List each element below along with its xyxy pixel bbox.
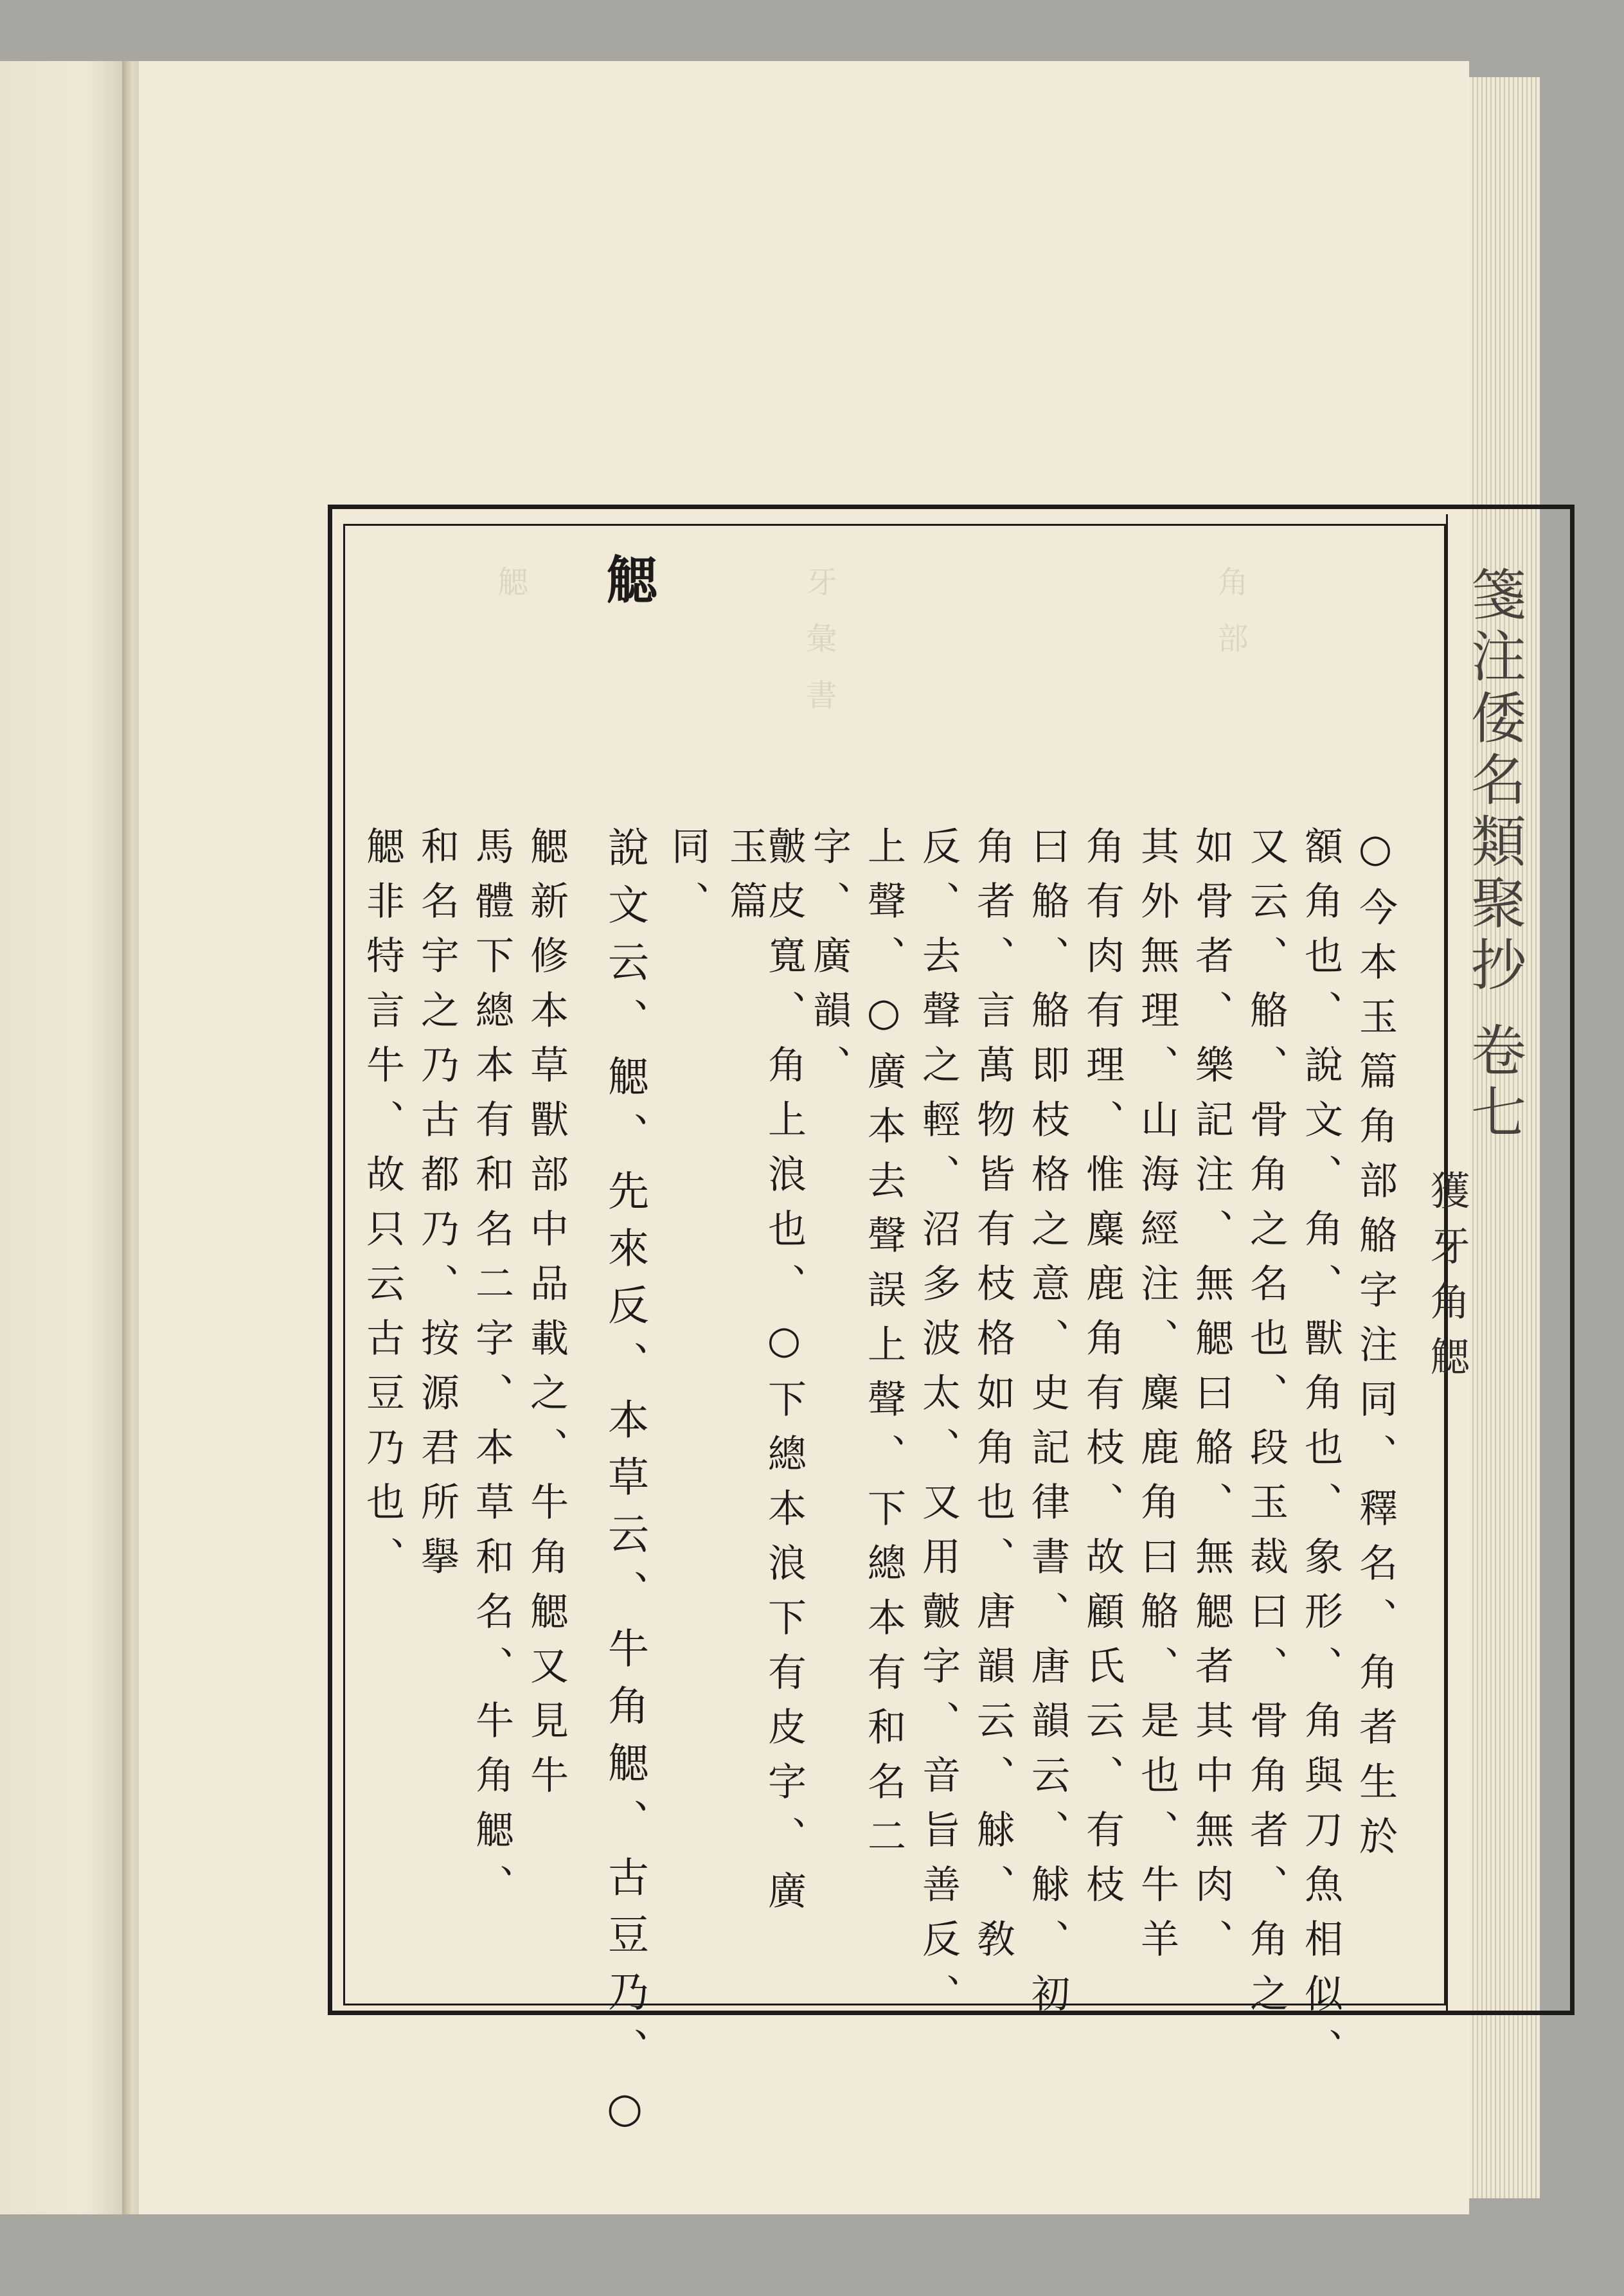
text-column: 又云、觡、骨角之名也、段玉裁曰、骨角者、角之: [1244, 826, 1289, 2028]
text-column: 曰觡、觡即枝格之意、史記律書、唐韻云、觩、初: [1025, 826, 1070, 2028]
text-column: 同、: [665, 826, 710, 935]
book-title: 箋注倭名類聚抄 卷七: [1461, 566, 1526, 1145]
text-column: 字、廣韻、: [807, 826, 852, 1099]
text-column: 反、去聲之輕、沼多波太、又用皾字、音旨善反、: [916, 826, 961, 2028]
text-column: 額角也、說文、角、獸角也、象形、角與刀魚相似、: [1298, 826, 1343, 2083]
text-column: 䚡新修本草獸部中品載之、牛角䚡又見牛: [524, 826, 569, 1809]
text-column: 如骨者、樂記注、無䚡曰觡、無䚡者其中無肉、: [1189, 826, 1234, 1973]
bleed-through-text: 牙彙書: [801, 566, 837, 735]
entry-heading: 䚡: [598, 553, 658, 604]
text-column: 皾皮寬、角上浪也、○下總本浪下有皮字、廣: [762, 826, 807, 1925]
bleed-through-text: 䚡: [492, 566, 528, 622]
text-column: ○今本玉篇角部觡字注同、釋名、角者生於: [1353, 826, 1398, 1870]
text-column: 䚡非特言牛、故只云古豆乃也、: [360, 826, 405, 1591]
bleed-through-text: 角部: [1212, 566, 1248, 679]
text-column: 角有肉有理、惟麋鹿角有枝、故顧氏云、有枝: [1080, 826, 1125, 1919]
text-column: 上聲、○廣本去聲誤上聲、下總本有和名二: [861, 826, 906, 1870]
section-title: 獲牙角䚡: [1423, 1170, 1470, 1391]
text-column: 玉篇: [723, 826, 768, 935]
left-page: [0, 61, 122, 2214]
text-column: 馬體下總本有和名二字、本草和名、牛角䚡、: [469, 826, 514, 1919]
text-column: 其外無理、山海經注、麋鹿角曰觡、是也、牛羊: [1134, 826, 1179, 1973]
book-gutter: [122, 61, 139, 2214]
text-column: 和名宇之乃古都乃、按源君所擧: [415, 826, 460, 1591]
text-column: 說文云、䚡、先來反、本草云、牛角䚡、古豆乃、○: [601, 826, 648, 2148]
text-column: 角者、言萬物皆有枝格如角也、唐韻云、觩、敎: [970, 826, 1015, 1973]
